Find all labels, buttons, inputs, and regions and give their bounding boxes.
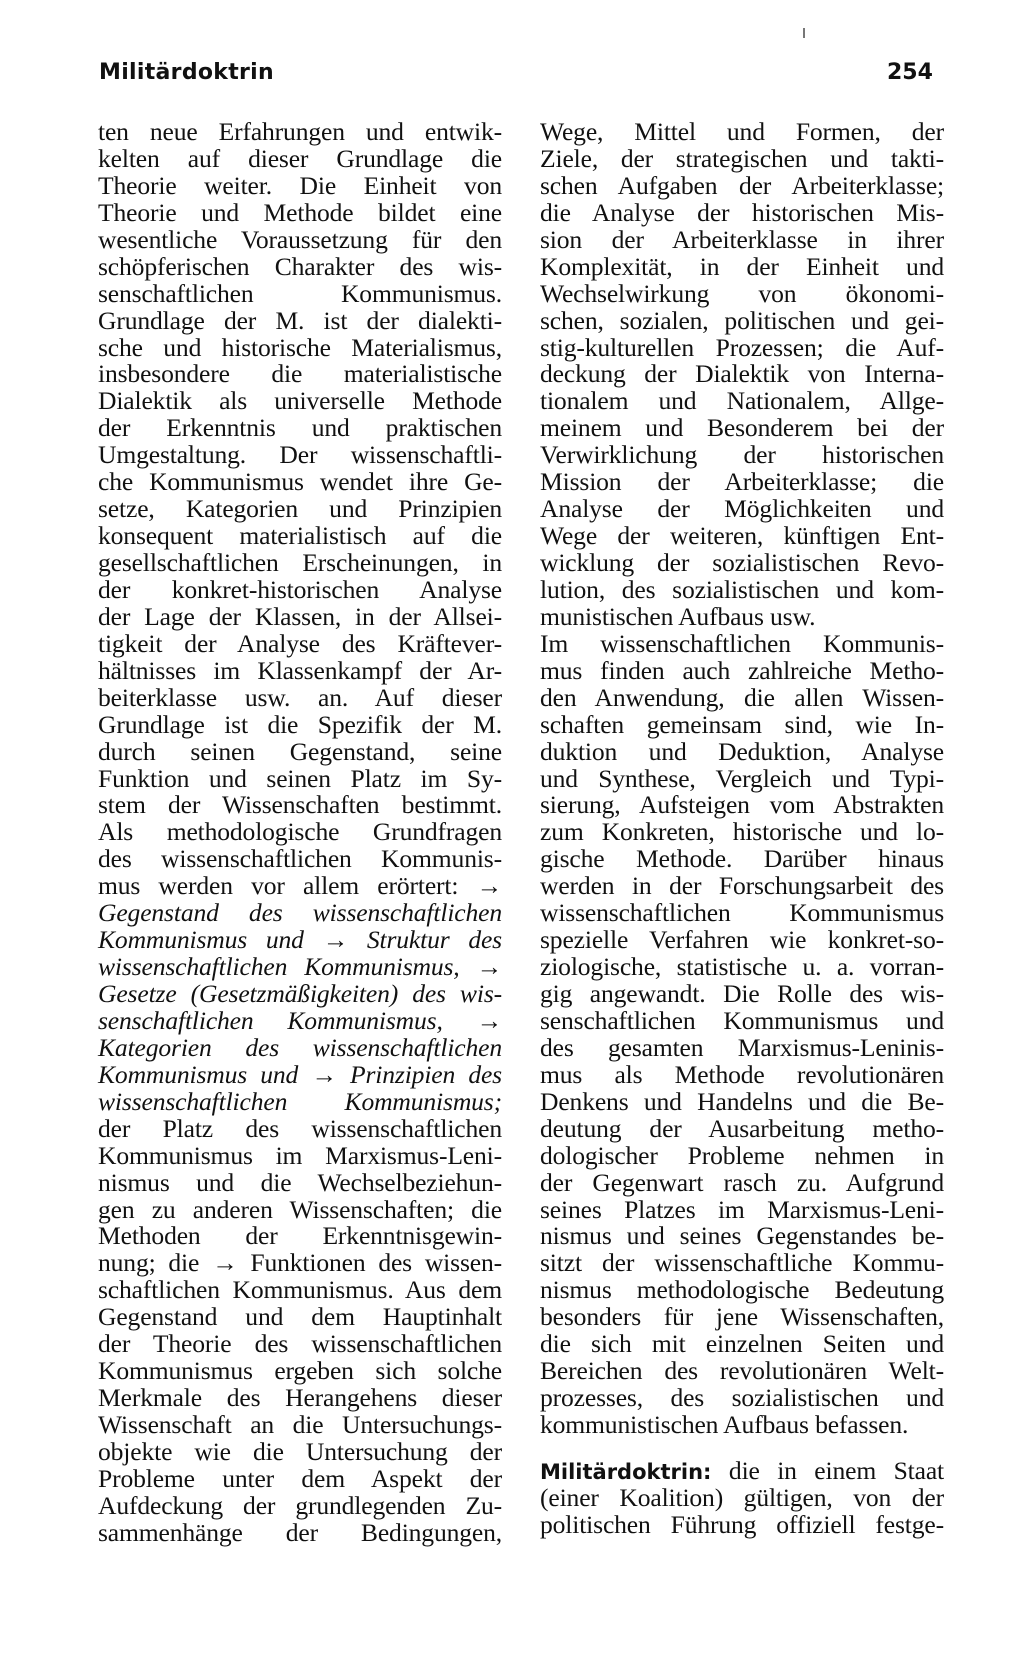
text-line: Methoden der Erkenntnisgewin-	[98, 1221, 502, 1251]
text-line: lution, des sozialistischen und kom-	[540, 574, 944, 604]
text-line: prozesses, des sozialistischen und	[540, 1383, 944, 1413]
text-line: der Gegenwart rasch zu. Aufgrund	[540, 1167, 944, 1197]
text-line: Funktion und seinen Platz im Sy-	[98, 763, 502, 793]
text-line: senschaftlichen Kommunismus.	[98, 278, 502, 308]
entry-text: die in einem Staat	[711, 1455, 944, 1485]
text-line: munistischen Aufbaus usw.	[540, 601, 816, 631]
text-line: nung; die → Funktionen des wissen-	[98, 1248, 502, 1278]
text-line: deckung der Dialektik von Interna-	[540, 359, 944, 389]
text-line: gig angewandt. Die Rolle des wis-	[540, 979, 944, 1008]
text-line: senschaftlichen Kommunismus und	[540, 1005, 944, 1035]
text-line: nismus und die Wechselbeziehun-	[98, 1167, 502, 1197]
text-line: Als methodologische Grundfragen	[98, 817, 502, 847]
text-line: insbesondere die materialistische	[98, 359, 502, 389]
text-line: Gesetze (Gesetzmäßigkeiten) des wis-	[98, 979, 502, 1008]
text-line: des wissenschaftlichen Kommunis-	[98, 844, 502, 874]
text-line: sion der Arbeiterklasse in ihrer	[540, 224, 944, 254]
text-line: nismus und seines Gegenstandes be-	[540, 1221, 944, 1251]
text-line: hältnisses im Klassenkampf der Ar-	[98, 655, 502, 685]
text-line: kelten auf dieser Grundlage die	[98, 143, 502, 173]
text-line: Kategorien des wissenschaftlichen	[98, 1032, 502, 1062]
text-line: schen, sozialen, politischen und gei-	[540, 305, 944, 335]
text-line: Gegenstand des wissenschaftlichen	[98, 898, 502, 928]
text-line: Ziele, der strategischen und takti-	[540, 143, 944, 173]
text-line: sammenhänge der Bedingungen,	[98, 1517, 502, 1547]
text-line: ziologische, statistische u. a. vorran-	[540, 952, 944, 982]
left-column	[98, 119, 502, 1547]
text-line: Grundlage ist die Spezifik der M.	[98, 709, 502, 739]
text-line: ten neue Erfahrungen und entwik-	[98, 117, 502, 146]
text-line: deutung der Ausarbeitung metho-	[540, 1113, 944, 1143]
text-line: schöpferischen Charakter des wis-	[98, 251, 502, 281]
text-line: Analyse der Möglichkeiten und	[540, 494, 944, 524]
text-line: beiterklasse usw. an. Auf dieser	[98, 682, 502, 712]
text-line: Mission der Arbeiterklasse; die	[540, 467, 944, 497]
text-line: gische Methode. Darüber hinaus	[540, 844, 944, 874]
text-line: sche und historische Materialismus,	[98, 332, 502, 362]
text-line: Dialektik als universelle Methode	[98, 386, 502, 416]
text-line: konsequent materialistisch auf die	[98, 521, 502, 551]
text-line: Kommunismus und → Prinzipien des	[98, 1059, 502, 1089]
text-line: seines Platzes im Marxismus-Leni-	[540, 1194, 944, 1224]
text-line: Verwirklichung der historischen	[540, 440, 944, 470]
page-number: 254	[887, 60, 933, 85]
text-line: durch seinen Gegenstand, seine	[98, 736, 502, 766]
text-line: gesellschaftlichen Erscheinungen, in	[98, 548, 502, 577]
entry-first-line	[540, 1455, 944, 1485]
text-line: Wissenschaft an die Untersuchungs-	[98, 1410, 502, 1439]
text-line: die Analyse der historischen Mis-	[540, 197, 944, 227]
text-line: Theorie weiter. Die Einheit von	[98, 170, 502, 200]
text-line: der Lage der Klassen, in der Allsei-	[98, 601, 502, 631]
text-line: wissenschaftlichen Kommunismus, →	[98, 952, 502, 982]
text-line: schaften gemeinsam sind, wie In-	[540, 709, 944, 739]
text-line: Umgestaltung. Der wissenschaftli-	[98, 440, 502, 470]
entry-headword: Militärdoktrin:	[540, 1459, 712, 1484]
text-line: senschaftlichen Kommunismus, →	[98, 1005, 502, 1035]
scan-mark	[803, 28, 805, 38]
text-line: Wege der weiteren, künftigen Ent-	[540, 521, 944, 551]
text-line: che Kommunismus wendet ihre Ge-	[98, 467, 502, 497]
text-line: Wege, Mittel und Formen, der	[540, 117, 944, 146]
text-line: Kommunismus und → Struktur des	[98, 925, 502, 955]
text-line: Kommunismus im Marxismus-Leni-	[98, 1140, 502, 1170]
text-line: Wechselwirkung von ökonomi-	[540, 278, 944, 308]
text-line: (einer Koalition) gültigen, von der	[540, 1482, 944, 1512]
text-line: mus werden vor allem erörtert: →	[98, 871, 502, 901]
text-line: gen zu anderen Wissenschaften; die	[98, 1194, 502, 1224]
text-line: mus als Methode revolutionären	[540, 1059, 944, 1089]
text-line: den Anwendung, die allen Wissen-	[540, 682, 944, 712]
text-line: duktion und Deduktion, Analyse	[540, 736, 944, 766]
text-line: Grundlage der M. ist der dialekti-	[98, 305, 502, 335]
text-line: die sich mit einzelnen Seiten und	[540, 1329, 944, 1359]
text-line: sitzt der wissenschaftliche Kommu-	[540, 1248, 944, 1278]
text-line: nismus methodologische Bedeutung	[540, 1275, 944, 1305]
text-line: wissenschaftlichen Kommunismus;	[98, 1086, 502, 1116]
text-line: zum Konkreten, historische und lo-	[540, 817, 944, 847]
text-line: schaftlichen Kommunismus. Aus dem	[98, 1275, 502, 1305]
text-line: der Erkenntnis und praktischen	[98, 413, 502, 443]
text-line: objekte wie die Untersuchung der	[98, 1436, 502, 1466]
running-head: Militärdoktrin	[99, 60, 274, 85]
text-line: Merkmale des Herangehens dieser	[98, 1383, 502, 1413]
text-line: Bereichen des revolutionären Welt-	[540, 1356, 944, 1386]
text-line: tionalem und Nationalem, Allge-	[540, 386, 944, 416]
text-line: wesentliche Voraussetzung für den	[98, 224, 502, 254]
text-line: besonders für jene Wissenschaften,	[540, 1302, 944, 1332]
text-line: Probleme unter dem Aspekt der	[98, 1463, 502, 1493]
text-line: Theorie und Methode bildet eine	[98, 197, 502, 227]
text-line: der Theorie des wissenschaftlichen	[98, 1329, 502, 1359]
text-line: tigkeit der Analyse des Kräftever-	[98, 628, 502, 658]
text-line: der Platz des wissenschaftlichen	[98, 1113, 502, 1143]
text-line: spezielle Verfahren wie konkret-so-	[540, 925, 944, 955]
text-line: kommunistischen Aufbaus befassen.	[540, 1410, 909, 1439]
text-line: und Synthese, Vergleich und Typi-	[540, 763, 944, 793]
text-line: setze, Kategorien und Prinzipien	[98, 494, 502, 524]
text-line: werden in der Forschungsarbeit des	[540, 871, 944, 901]
text-line: wissenschaftlichen Kommunismus	[540, 898, 944, 928]
text-line: politischen Führung offiziell festge-	[540, 1509, 944, 1539]
text-line: schen Aufgaben der Arbeiterklasse;	[540, 170, 944, 200]
text-line: Aufdeckung der grundlegenden Zu-	[98, 1490, 502, 1520]
text-line: stig-kulturellen Prozessen; die Auf-	[540, 332, 944, 362]
text-line: mus finden auch zahlreiche Metho-	[540, 655, 944, 685]
text-line: wicklung der sozialistischen Revo-	[540, 548, 944, 577]
text-line: des gesamten Marxismus-Leninis-	[540, 1032, 944, 1062]
text-line: meinem und Besonderem bei der	[540, 413, 944, 443]
text-line: Kommunismus ergeben sich solche	[98, 1356, 502, 1386]
text-line: Denkens und Handelns und die Be-	[540, 1086, 944, 1116]
text-line: sierung, Aufsteigen vom Abstrakten	[540, 790, 944, 820]
right-column	[540, 119, 944, 1539]
text-line: der konkret-historischen Analyse	[98, 574, 502, 604]
text-line: Gegenstand und dem Hauptinhalt	[98, 1302, 502, 1332]
text-line: Komplexität, in der Einheit und	[540, 251, 944, 281]
text-line: Im wissenschaftlichen Kommunis-	[540, 628, 944, 658]
text-line: dologischer Probleme nehmen in	[540, 1140, 944, 1170]
text-line: stem der Wissenschaften bestimmt.	[98, 790, 502, 820]
